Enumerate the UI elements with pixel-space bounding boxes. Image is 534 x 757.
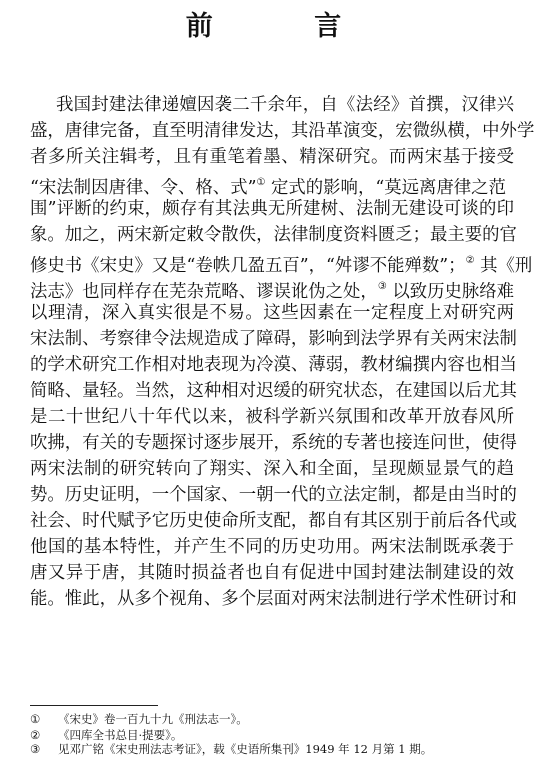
- body-line: 两宋法制的研究转向了翔实、深入和全面，呈现颇显景气的趋: [30, 459, 514, 479]
- body-line: [30, 248, 533, 276]
- footnote-marker: ③: [377, 281, 387, 292]
- footnote-marker: ①: [256, 177, 266, 188]
- body-segment: 修史书《宋史》又是“卷帙几盈五百”，“舛谬不能殚数”；: [30, 256, 466, 276]
- body-line: 以理清，深入真实很是不易。这些因素在一定程度上对研究两: [30, 303, 514, 323]
- page-title: 前 言: [185, 11, 388, 42]
- footnote-text: 《四库全书总目·提要》。: [58, 728, 183, 742]
- body-line: 吹拂，有关的专题探讨逐步展开，系统的专著也接连问世，使得: [30, 433, 517, 453]
- body-segment: 其《刑: [480, 256, 533, 276]
- footnote: [30, 741, 510, 757]
- body-line: 简略、量轻。当然，这种相对迟缓的研究状态，在建国以后尤其: [30, 381, 517, 401]
- body-line: 我国封建法律递嬗因袭二千余年，自《法经》首撰，汉律兴: [56, 95, 514, 115]
- body-segment: 以致历史脉络难: [392, 282, 515, 302]
- footnote-divider: [30, 705, 158, 706]
- footnote-text: 见邓广铭《宋史刑法志考证》，载《史语所集刊》1949 年 12 月第 1 期。: [58, 742, 433, 756]
- body-segment: 法志》也同样存在芜杂荒略、谬误讹伪之处，: [30, 282, 378, 302]
- footnote-number: ②: [30, 728, 41, 742]
- body-line: [30, 170, 514, 196]
- body-line: 象。加之，两宋新定敕令散佚，法律制度资料匮乏；最主要的官: [30, 225, 517, 245]
- body-line: 围”评断的约束，颇存有其法典无所建树、法制无建设可谈的印: [30, 199, 514, 219]
- body-line: 盛，唐律完备，直至明清律发达，其沿革演变，宏微纵横，中外学: [30, 121, 534, 141]
- body-line: 是二十世纪八十年代以来，被科学新兴氛围和改革开放春风所: [30, 407, 514, 427]
- body-line: 势。历史证明，一个国家、一朝一代的立法定制，都是由当时的: [30, 485, 517, 505]
- footnote-marker: ②: [465, 255, 475, 266]
- body-line: 宋法制、考察律令法规造成了障碍，影响到法学界有关两宋法制: [30, 329, 517, 349]
- footnote-number: ①: [30, 712, 41, 726]
- body-line: 能。惟此，从多个视角、多个层面对两宋法制进行学术性研讨和: [30, 589, 517, 609]
- body-segment: “宋法制因唐律、令、格、式”: [30, 178, 257, 198]
- footnote: [30, 711, 510, 727]
- body-line: 者多所关注辑考，且有重笔着墨、精深研究。而两宋基于接受: [30, 147, 514, 167]
- body-line: [30, 274, 514, 300]
- body-segment: 定式的影响，“莫远离唐律之范: [270, 178, 506, 198]
- body-line: 他国的基本特性，并产生不同的历史功用。两宋法制既承袭于: [30, 537, 514, 557]
- footnote-number: ③: [30, 742, 41, 756]
- footnote-text: 《宋史》卷一百九十九《刑法志一》。: [58, 712, 248, 726]
- body-line: 社会、时代赋予它历史使命所支配，都自有其区别于前后各代或: [30, 511, 517, 531]
- body-line: 的学术研究工作相对地表现为冷漠、薄弱，教材编撰内容也相当: [30, 355, 517, 375]
- body-line: 唐又异于唐，其随时损益者也自有促进中国封建法制建设的效: [30, 563, 514, 583]
